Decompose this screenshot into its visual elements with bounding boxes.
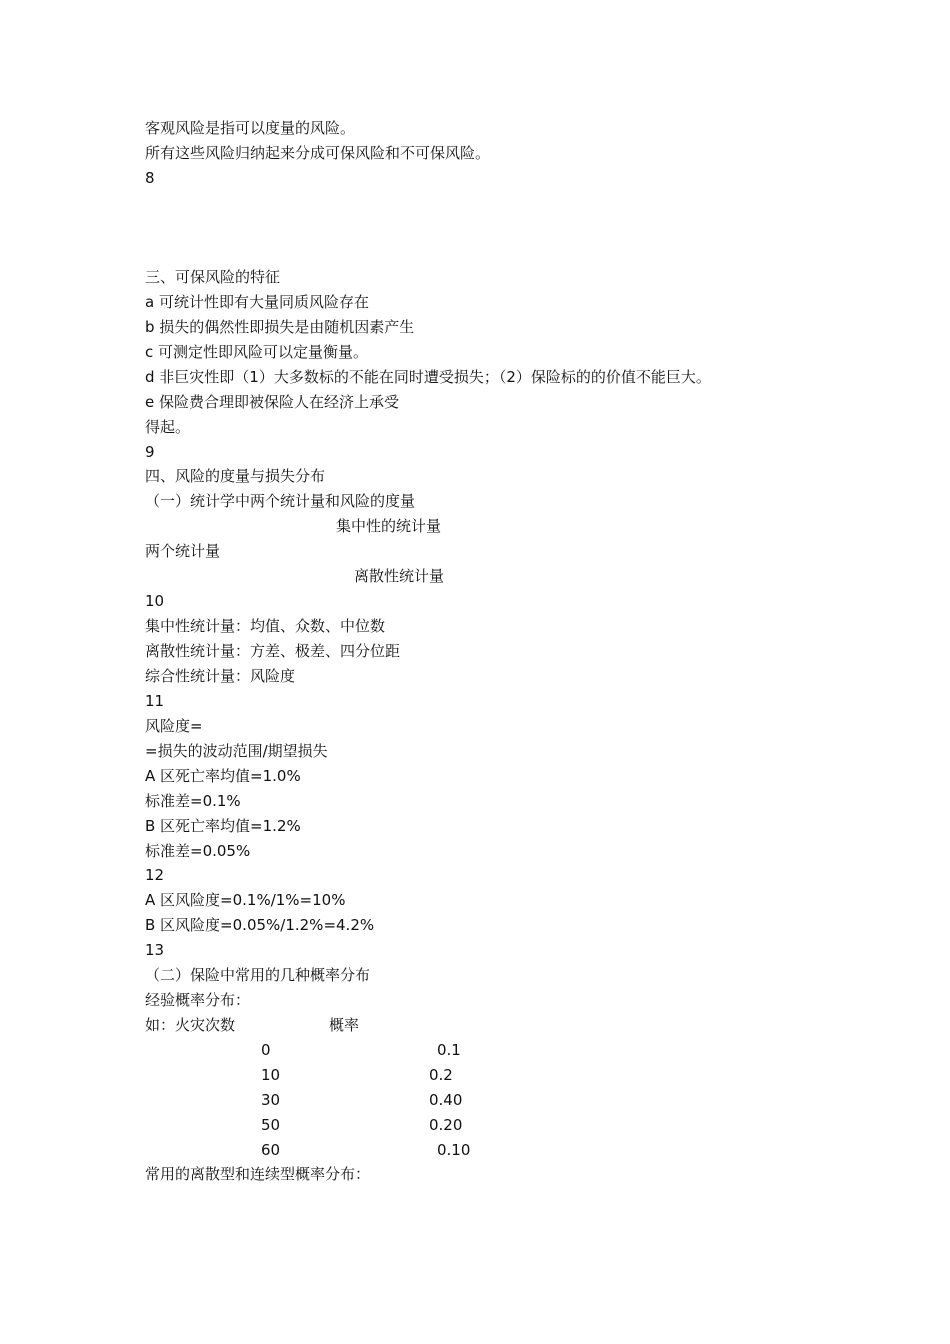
paragraph-risk-classification: 所有这些风险归纳起来分成可保风险和不可保风险。 [145, 144, 491, 162]
table-cell-count: 60 [261, 1141, 281, 1159]
feature-e: e 保险费合理即被保险人在经济上承受 [145, 393, 399, 411]
risk-degree-formula: =损失的波动范围/期望损失 [145, 742, 328, 760]
zone-a-mean: A 区死亡率均值=1.0% [145, 767, 301, 785]
table-cell-probability: 0.40 [429, 1091, 463, 1109]
zone-a-std: 标准差=0.1% [145, 792, 241, 810]
feature-c: c 可测定性即风险可以定量衡量。 [145, 343, 369, 361]
table-cell-probability: 0.20 [429, 1116, 463, 1134]
table-cell-count: 0 [261, 1041, 271, 1059]
two-statistics-label: 两个统计量 [145, 542, 221, 560]
page-number-9: 9 [145, 443, 155, 461]
central-tendency-label: 集中性的统计量 [336, 517, 442, 535]
heading-insurable-risk-features: 三、可保风险的特征 [145, 268, 281, 286]
table-cell-probability: 0.2 [429, 1066, 453, 1084]
feature-b: b 损失的偶然性即损失是由随机因素产生 [145, 318, 415, 336]
zone-a-risk-degree: A 区风险度=0.1%/1%=10% [145, 891, 346, 909]
zone-b-std: 标准差=0.05% [145, 842, 251, 860]
empirical-distribution-label: 经验概率分布： [145, 991, 251, 1009]
dispersion-list: 离散性统计量：方差、极差、四分位距 [145, 642, 401, 660]
dispersion-label: 离散性统计量 [354, 567, 445, 585]
feature-d: d 非巨灾性即（1）大多数标的不能在同时遭受损失；（2）保险标的的价值不能巨大。 [145, 368, 711, 386]
paragraph-objective-risk: 客观风险是指可以度量的风险。 [145, 119, 356, 137]
page-number-11: 11 [145, 692, 165, 710]
feature-a: a 可统计性即有大量同质风险存在 [145, 293, 369, 311]
page-number-10: 10 [145, 592, 165, 610]
table-header-probability: 概率 [329, 1016, 360, 1034]
page-number-12: 12 [145, 866, 165, 884]
page-number-8: 8 [145, 169, 155, 187]
composite-list: 综合性统计量：风险度 [145, 667, 296, 685]
central-tendency-list: 集中性统计量：均值、众数、中位数 [145, 617, 386, 635]
page-number-13: 13 [145, 941, 165, 959]
feature-e-continued: 得起。 [145, 418, 191, 436]
zone-b-risk-degree: B 区风险度=0.05%/1.2%=4.2% [145, 916, 375, 934]
table-header-fire-count: 如：火灾次数 [145, 1016, 236, 1034]
subheading-probability-distributions: （二）保险中常用的几种概率分布 [145, 966, 371, 984]
table-cell-probability: 0.1 [437, 1041, 461, 1059]
zone-b-mean: B 区死亡率均值=1.2% [145, 817, 301, 835]
risk-degree-definition: 风险度= [145, 717, 203, 735]
table-cell-count: 30 [261, 1091, 281, 1109]
table-cell-count: 50 [261, 1116, 281, 1134]
closing-distributions-line: 常用的离散型和连续型概率分布： [145, 1165, 371, 1183]
table-cell-count: 10 [261, 1066, 281, 1084]
table-cell-probability: 0.10 [437, 1141, 471, 1159]
heading-risk-measurement: 四、风险的度量与损失分布 [145, 467, 326, 485]
subheading-statistics: （一）统计学中两个统计量和风险的度量 [145, 492, 416, 510]
